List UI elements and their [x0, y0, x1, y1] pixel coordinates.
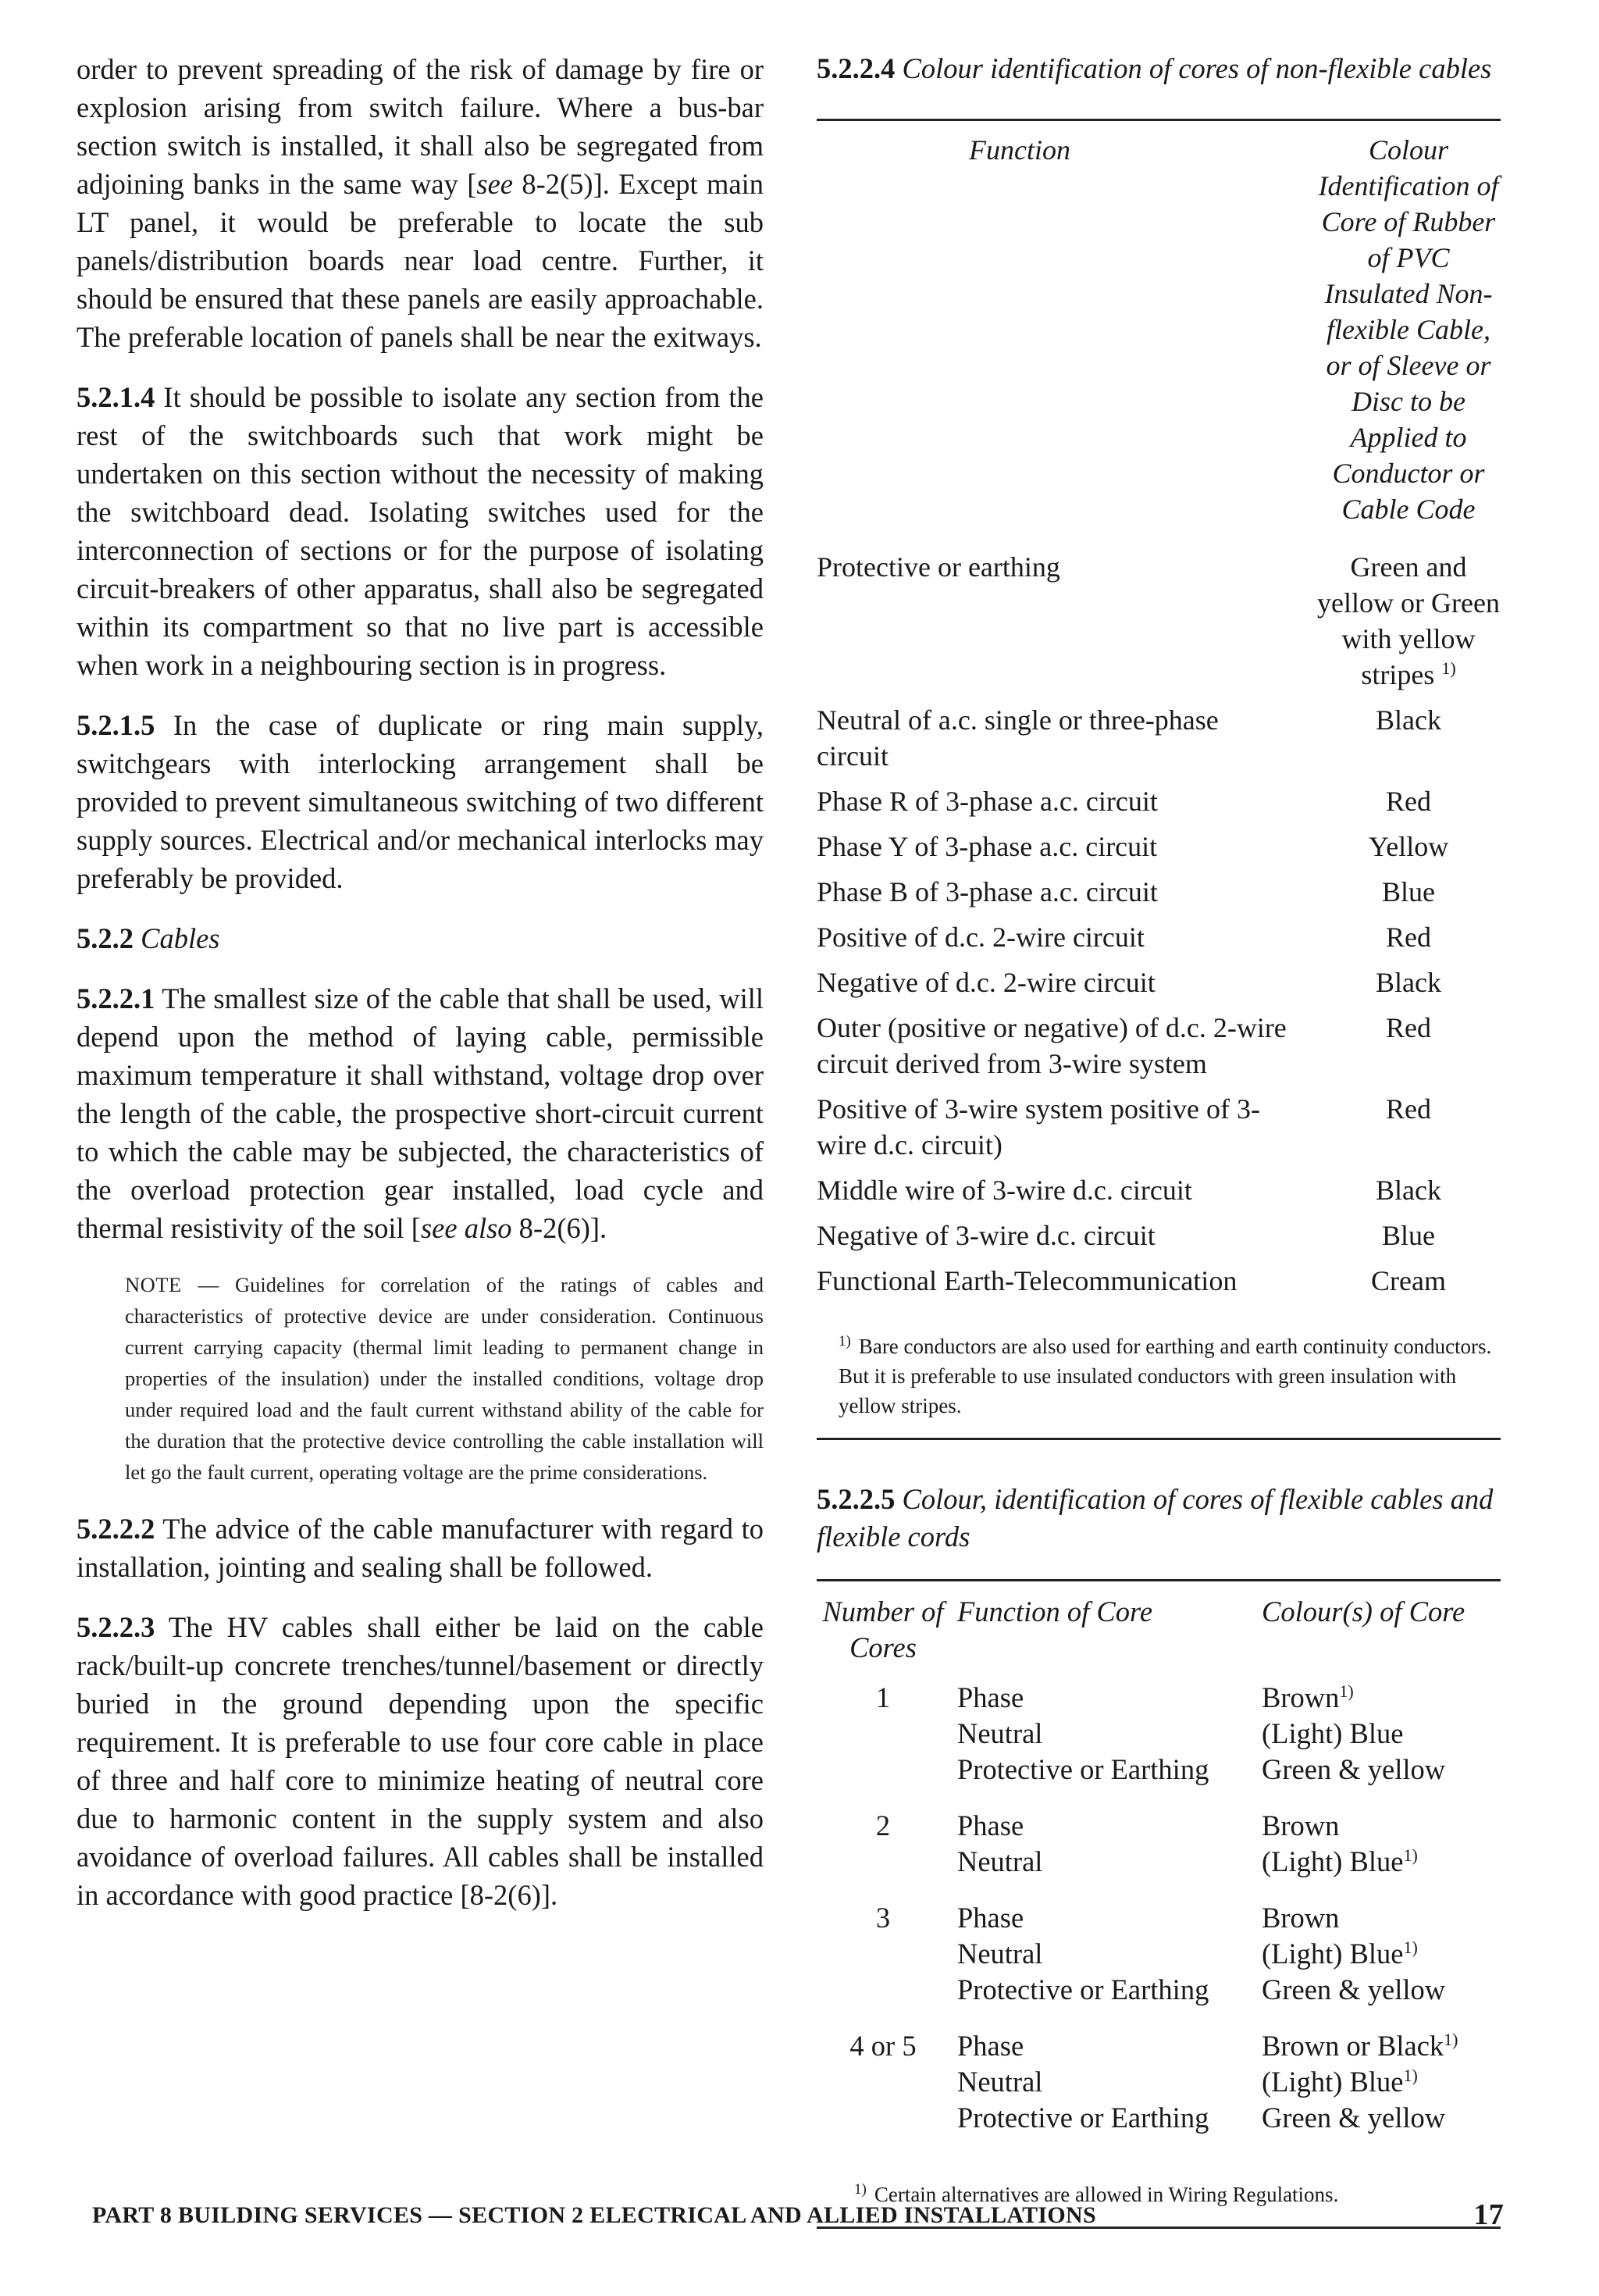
header-function: Function	[969, 134, 1070, 166]
cell-functions	[949, 2028, 1254, 2156]
cell-colours	[1254, 1808, 1501, 1900]
table-row	[817, 1680, 1501, 1808]
clause-text: The advice of the cable manufacturer with regard to installation, jointing and sealing shall be followed.	[77, 1513, 764, 1583]
heading-number: 5.2.2.5	[817, 1483, 896, 1515]
cell-function: Phase B of 3-phase a.c. circuit	[817, 876, 1158, 907]
footnote-mark: 1)	[1403, 2065, 1418, 2085]
cell-colour	[1316, 919, 1501, 964]
colour-text: Green & yellow	[1262, 1973, 1446, 2005]
core-colour	[1262, 1844, 1501, 1880]
footnote-text: Bare conductors are also used for earthing and earth continuity conductors. But it is preferable to use insulated conductors with green insulation with yellow stripes.	[839, 1335, 1492, 1417]
flexible-colour-table	[817, 1581, 1501, 2156]
table-row	[817, 1010, 1501, 1091]
core-function: Neutral	[957, 1845, 1043, 1877]
colour-text: (Light) Blue	[1262, 1938, 1404, 1970]
table-row	[817, 964, 1501, 1010]
core-function: Phase	[957, 1681, 1024, 1713]
table-row	[817, 702, 1501, 783]
cell-colours	[1254, 1680, 1501, 1808]
cell-function: Phase R of 3-phase a.c. circuit	[817, 786, 1158, 817]
footnote-mark: 1)	[1403, 1937, 1418, 1957]
running-title: PART 8 BUILDING SERVICES — SECTION 2 ELECTRICAL AND ALLIED INSTALLATIONS	[92, 2202, 1096, 2228]
non-flexible-colour-table	[817, 121, 1501, 1308]
cell-colour	[1316, 964, 1501, 1010]
footnote-text: Certain alternatives are allowed in Wiring Regulations.	[874, 2183, 1339, 2206]
clause-text: The HV cables shall either be laid on the cable rack/built-up concrete trenches/tunnel/basement or directly buried in the ground depending upon the specific requirement. It is preferable to use four core cable in place of three and half core to minimize heating of neutral core due to harmonic content in the supply system and also avoidance of overload failures. All cables shall be installed in accordance with good practice [8-2(6)].	[77, 1611, 764, 1911]
footnote-mark: 1)	[1444, 2029, 1458, 2049]
heading-title: Colour, identification of cores of flexible cables and flexible cords	[817, 1483, 1494, 1553]
see-reference: see also	[420, 1212, 512, 1244]
colour-text: Red	[1386, 1093, 1431, 1125]
core-colour	[1262, 1808, 1501, 1844]
cell-colour	[1316, 1218, 1501, 1263]
heading-number: 5.2.2	[77, 922, 134, 954]
paragraph-text: order to prevent spreading of the risk of damage by fire or explosion arising from switch failure. Where a bus-bar section switch is installed, it shall also be segregated from adjoining banks in the same way [	[77, 53, 764, 200]
paragraph-continuation	[77, 50, 764, 356]
page-footer	[92, 2198, 1504, 2231]
table-bottom-rule	[817, 1438, 1501, 1440]
table-row	[817, 1900, 1501, 2028]
left-column	[77, 50, 764, 1936]
table-row	[817, 1172, 1501, 1218]
clause-text: 8-2(6)].	[511, 1212, 607, 1244]
cell-function: Neutral of a.c. single or three-phase circuit	[817, 704, 1219, 772]
core-function: Neutral	[957, 1717, 1043, 1749]
cell-function: Functional Earth-Telecommunication	[817, 1265, 1238, 1296]
cell-function: Protective or earthing	[817, 551, 1060, 583]
cell-colour	[1316, 702, 1501, 783]
colour-text: Red	[1386, 786, 1431, 817]
colour-text: (Light) Blue	[1262, 1717, 1404, 1749]
cell-function: Positive of 3-wire system positive of 3-wire d.c. circuit)	[817, 1093, 1260, 1160]
table-row	[817, 829, 1501, 874]
header-colours-of-core: Colour(s) of Core	[1262, 1595, 1465, 1628]
header-function-of-core: Function of Core	[957, 1595, 1153, 1628]
colour-text: (Light) Blue	[1262, 2066, 1404, 2098]
colour-text: (Light) Blue	[1262, 1845, 1404, 1877]
cell-colours	[1254, 1900, 1501, 2028]
clause-number: 5.2.2.1	[77, 982, 155, 1014]
heading-5-2-2-5	[817, 1481, 1501, 1556]
cell-colour	[1316, 1091, 1501, 1172]
cell-function: Middle wire of 3-wire d.c. circuit	[817, 1175, 1192, 1206]
cell-function: Negative of d.c. 2-wire circuit	[817, 967, 1156, 998]
clause-5-2-2-2	[77, 1510, 764, 1586]
page-number: 17	[1473, 2198, 1504, 2231]
clause-number: 5.2.1.4	[77, 381, 155, 413]
paragraph-text: 8-2(5)]. Except main LT panel, it would be preferable to locate the sub panels/distribution boards near load centre. Further, it should be ensured that these panels are easily approachable. The preferable location of panels shall be near the exitways.	[77, 168, 764, 353]
cell-functions	[949, 1900, 1254, 2028]
colour-text: Green & yellow	[1262, 2102, 1446, 2134]
colour-text: Brown	[1262, 1809, 1340, 1841]
table-row	[817, 549, 1501, 702]
footnote-mark: 1)	[1441, 658, 1456, 678]
heading-title: Colour identification of cores of non-flexible cables	[895, 52, 1492, 84]
table-row	[817, 783, 1501, 829]
core-colour	[1262, 2100, 1501, 2136]
table-row	[817, 1808, 1501, 1900]
footnote-mark: 1)	[854, 2181, 867, 2198]
heading-cables	[77, 919, 764, 957]
core-colour	[1262, 1680, 1501, 1716]
table-header-row	[817, 121, 1501, 549]
core-colour	[1262, 1752, 1501, 1788]
colour-text: Black	[1376, 1175, 1441, 1206]
colour-text: Black	[1376, 704, 1441, 736]
core-colour	[1262, 1716, 1501, 1752]
clause-5-2-1-4	[77, 378, 764, 684]
cell-colour	[1316, 783, 1501, 829]
clause-number: 5.2.2.2	[77, 1513, 155, 1545]
table-row	[817, 1091, 1501, 1172]
colour-text: Blue	[1382, 1220, 1435, 1251]
clause-5-2-2-3	[77, 1608, 764, 1914]
core-colour	[1262, 1936, 1501, 1972]
heading-title: Cables	[134, 922, 220, 954]
right-column	[817, 50, 1501, 2229]
core-function: Protective or Earthing	[957, 1973, 1209, 2005]
cell-function: Negative of 3-wire d.c. circuit	[817, 1220, 1156, 1251]
cell-colour	[1316, 1010, 1501, 1091]
heading-number: 5.2.2.4	[817, 52, 896, 84]
cell-colour	[1316, 829, 1501, 874]
cell-number-of-cores: 4 or 5	[849, 2030, 917, 2062]
colour-text: Brown	[1262, 1902, 1340, 1934]
core-function: Protective or Earthing	[957, 2102, 1209, 2134]
clause-number: 5.2.2.3	[77, 1611, 155, 1643]
footnote-mark: 1)	[1403, 1845, 1418, 1865]
note	[77, 1269, 764, 1488]
core-function: Neutral	[957, 1938, 1043, 1970]
colour-text: Cream	[1371, 1265, 1446, 1296]
colour-text: Brown	[1262, 1681, 1340, 1713]
core-colour	[1262, 1900, 1501, 1936]
cell-colour	[1316, 874, 1501, 919]
core-function: Protective or Earthing	[957, 1753, 1209, 1785]
heading-5-2-2-4	[817, 50, 1501, 87]
colour-text: Green & yellow	[1262, 1753, 1446, 1785]
cell-function: Positive of d.c. 2-wire circuit	[817, 922, 1145, 953]
cell-function: Outer (positive or negative) of d.c. 2-wire circuit derived from 3-wire system	[817, 1012, 1287, 1079]
cell-functions	[949, 1680, 1254, 1808]
cell-colour	[1316, 1172, 1501, 1218]
colour-text: Red	[1386, 922, 1431, 953]
clause-number: 5.2.1.5	[77, 709, 155, 741]
cell-colours	[1254, 2028, 1501, 2156]
table-row	[817, 919, 1501, 964]
note-text: Guidelines for correlation of the ratings of cables and characteristics of protective device are under consideration. Continuous current carrying capacity (thermal limit leading to permanent change in properties of the insulation) under the installed conditions, voltage drop under required load and the fault current withstand ability of the cable for the duration that the protective device controlling the cable installation will let go the fault current, operating voltage are the prime considerations.	[125, 1273, 764, 1484]
colour-text: Red	[1386, 1012, 1431, 1043]
core-colour	[1262, 2064, 1501, 2100]
header-number-of-cores: Number of Cores	[822, 1595, 944, 1663]
cell-colour	[1316, 1263, 1501, 1308]
core-function: Neutral	[957, 2066, 1043, 2098]
clause-text: It should be possible to isolate any section from the rest of the switchboards such that work might be undertaken on this section without the necessity of making the switchboard dead. Isolating switches used for the interconnection of sections or for the purpose of isolating circuit-breakers of other apparatus, shall also be segregated within its compartment so that no live part is accessible when work in a neighbouring section is in progress.	[77, 381, 764, 681]
cell-number-of-cores: 1	[875, 1681, 891, 1713]
cell-number-of-cores: 3	[875, 1902, 891, 1934]
table-row	[817, 2028, 1501, 2156]
colour-text: Brown or Black	[1262, 2030, 1444, 2062]
table-row	[817, 874, 1501, 919]
table-row	[817, 1263, 1501, 1308]
clause-5-2-1-5	[77, 706, 764, 897]
core-function: Phase	[957, 2030, 1024, 2062]
cell-functions	[949, 1808, 1254, 1900]
note-label: NOTE —	[125, 1273, 219, 1296]
cell-number-of-cores: 2	[875, 1809, 891, 1841]
clause-text: The smallest size of the cable that shall be used, will depend upon the method of laying cable, permissible maximum temperature it shall withstand, voltage drop over the length of the cable, the prospective short-circuit current to which the cable may be subjected, the characteristics of the overload protection gear installed, load cycle and thermal resistivity of the soil [	[77, 982, 764, 1244]
clause-text: In the case of duplicate or ring main supply, switchgears with interlocking arrangement shall be provided to prevent simultaneous switching of two different supply sources. Electrical and/or mechanical interlocks may preferably be provided.	[77, 709, 764, 894]
table-footnote	[817, 1308, 1501, 1438]
colour-text: Blue	[1382, 876, 1435, 907]
header-colour: Colour Identification of Core of Rubber of PVC Insulated Non-flexible Cable, or of Sleeve or Disc to be Applied to Conductor or Cable Code	[1318, 134, 1499, 525]
footnote-mark: 1)	[1339, 1681, 1354, 1701]
core-function: Phase	[957, 1809, 1024, 1841]
core-colour	[1262, 1972, 1501, 2008]
clause-5-2-2-1	[77, 979, 764, 1247]
see-reference: see	[476, 168, 513, 200]
colour-text: Green and yellow or Green with yellow stripes	[1317, 551, 1500, 690]
cell-function: Phase Y of 3-phase a.c. circuit	[817, 831, 1158, 862]
table-row	[817, 1218, 1501, 1263]
core-function: Phase	[957, 1902, 1024, 1934]
footnote-mark: 1)	[839, 1333, 851, 1349]
table-header-row	[817, 1581, 1501, 1680]
core-colour	[1262, 2028, 1501, 2064]
cell-colour	[1316, 549, 1501, 702]
colour-text: Black	[1376, 967, 1441, 998]
colour-text: Yellow	[1368, 831, 1449, 862]
